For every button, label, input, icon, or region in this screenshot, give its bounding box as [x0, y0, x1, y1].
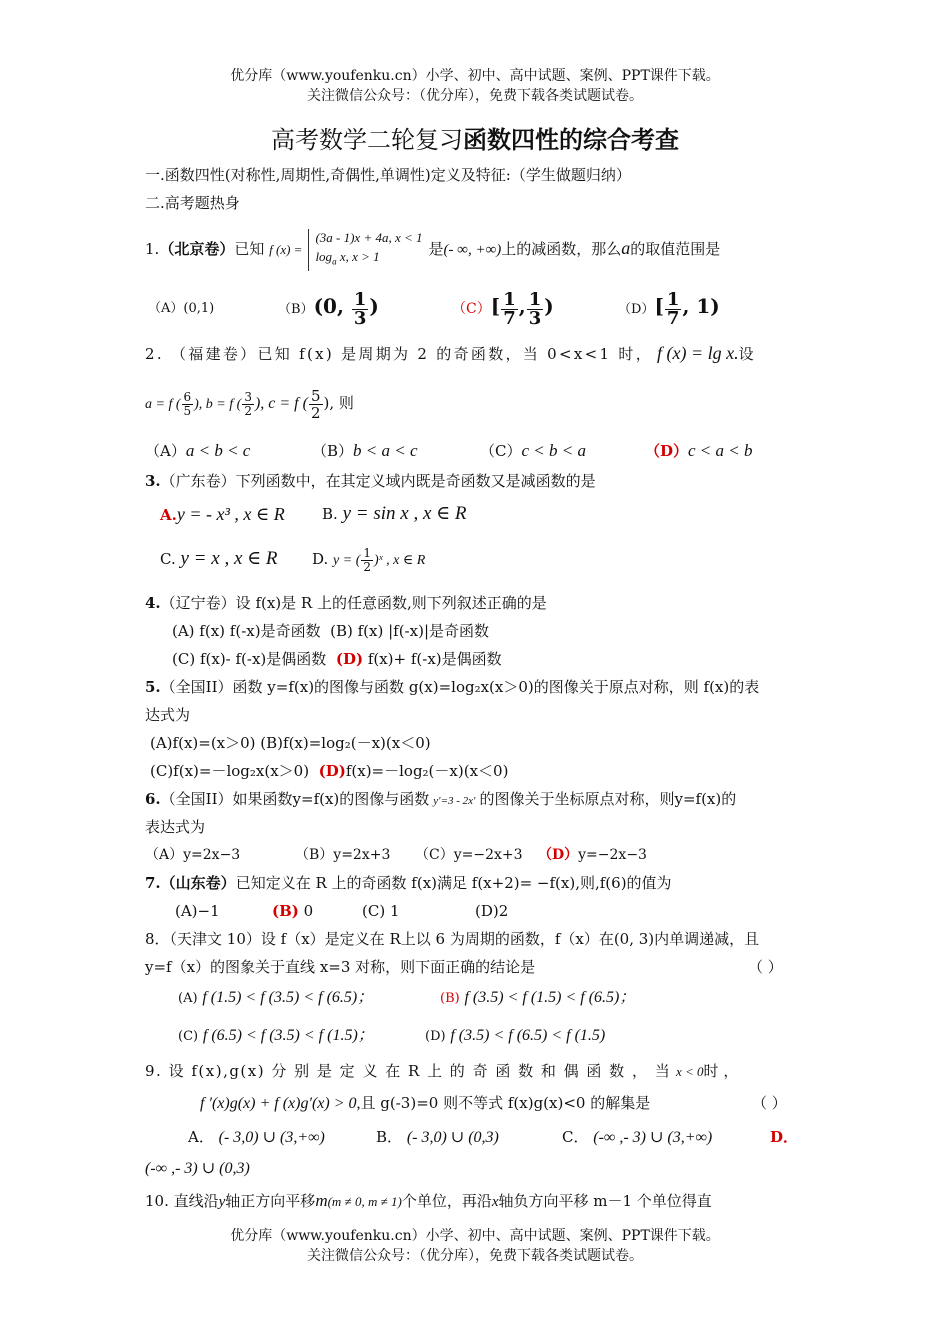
q1-piecewise: (3a - 1)x + 4a, x < 1 $\log_a x$, x > 1: [308, 229, 422, 271]
section-2: 二.高考题热身: [145, 194, 240, 212]
question-6: 6.（全国II）如果函数y=f(x)的图像与函数 y′=3 - 2x′ 的图像关于坐标原点对称，则y=f(x)的: [145, 790, 737, 808]
q4-options-ab: (A) f(x) f(-x)是奇函数 (B) f(x) |f(-x)|是奇函数: [172, 622, 489, 640]
question-2-line-1: 2. （福建卷）已知 f(x) 是周期为 2 的奇函数，当 0<x<1 时， f (x) = lg x.设: [145, 343, 754, 363]
question-5-line-2: 达式为: [145, 706, 191, 724]
footer-line-1: 优分库（www.youfenku.cn）小学、初中、高中试题、案例、PPT课件下载。: [230, 1228, 720, 1244]
question-8-line-2: y=f（x）的图象关于直线 x=3 对称，则下面正确的结论是: [145, 958, 536, 976]
question-7: 7.（山东卷）已知定义在 R 上的奇函数 f(x)满足 f(x+2)= −f(x),则,f(6)的值为: [145, 874, 672, 892]
question-9: 9. 设 f(x),g(x) 分 别 是 定 义 在 R 上 的 奇 函 数 和 偶 函 数 ， 当 x < 0时 ，: [145, 1062, 739, 1080]
q9-answer-paren: （ ）: [752, 1094, 787, 1112]
q2-option-d: （D）c < a < b: [645, 441, 753, 460]
q8-option-b: (B) f (3.5) < f (1.5) < f (6.5)；: [440, 989, 636, 1006]
q3-option-b: B. y = sin x , x ∈ R: [322, 503, 467, 524]
q6-option-b: （B）y=2x+3: [295, 847, 391, 863]
q8-option-d: (D) f (3.5) < f (6.5) < f (1.5): [425, 1027, 606, 1044]
question-1: 1.（北京卷）已知 f (x) =(3a - 1)x + 4a, x < 1 $\log_a x$, x > 1 是(- ∞, +∞)上的减函数，那么a的取值范围是: [145, 226, 720, 272]
question-10: 10. 直线沿y轴正方向平移m(m ≠ 0, m ≠ 1)个单位，再沿x轴负方向平移 m－1 个单位得直: [145, 1191, 712, 1210]
question-3: 3.（广东卷）下列函数中，在其定义域内既是奇函数又是减函数的是: [145, 472, 596, 490]
q1-option-b: （B）(0, $\frac{1}{3}$ ): [278, 288, 379, 329]
q9-option-d-label: [770, 1126, 798, 1148]
q3-option-d: D. y = ( $\frac{1}{2}$ )ˣ , x ∈ R: [312, 545, 426, 574]
q7-option-a: (A)−1: [175, 902, 220, 920]
q8-option-a: (A) f (1.5) < f (3.5) < f (6.5)；: [178, 989, 374, 1006]
q1-option-c: （C）[ $\frac{1}{7}$ , $\frac{1}{3}$ ): [452, 288, 554, 329]
q5-options-ab: (A)f(x)=(x＞0) (B)f(x)=log₂(－x)(x＜0): [150, 734, 431, 752]
q7-option-c: (C) 1: [362, 902, 400, 920]
page-title: [0, 120, 950, 155]
q7-correct-mark: (B): [272, 902, 299, 920]
q2-option-a: （A）a < b < c: [145, 441, 251, 460]
question-9-line-2: f ′(x)g(x) + f (x)g′(x) > 0,且 g(-3)=0 则不等式 f(x)g(x)<0 的解集是: [200, 1094, 651, 1112]
q6-correct-mark: （D）: [538, 847, 579, 863]
q5-options-cd: (C)f(x)=－log₂x(x＞0) (D)f(x)=－log₂(－x)(x＜0): [150, 762, 509, 780]
title-normal: 高考数学二轮复习: [271, 126, 463, 154]
footer-line-2: 关注微信公众号：（优分库），免费下载各类试题试卷。: [307, 1248, 643, 1264]
q8-answer-paren: （ ）: [748, 958, 783, 976]
q3-option-c: C. y = x , x ∈ R: [160, 548, 278, 569]
q1-option-d: （D）[ $\frac{1}{7}$ , 1): [618, 288, 720, 329]
q6-option-c: （C）y=−2x+3: [415, 847, 523, 863]
q9-option-a: A． (- 3,0) ∪ (3,+∞): [188, 1128, 325, 1146]
q2-option-c: （C）c < b < a: [480, 441, 586, 460]
q7-option-d: (D)2: [475, 902, 509, 920]
title-bold: 函数四性的综合考查: [463, 126, 679, 154]
q9-correct-mark: D．: [770, 1128, 799, 1146]
q8-correct-mark: (B): [440, 991, 460, 1006]
q4-options-cd: (C) f(x)- f(-x)是偶函数 (D) f(x)+ f(-x)是偶函数: [172, 650, 502, 668]
q5-correct-mark: (D): [318, 762, 346, 780]
q9-option-b: B． (- 3,0) ∪ (0,3): [376, 1128, 499, 1146]
q6-option-d: （D）y=−2x−3: [538, 847, 647, 863]
q3-correct-mark: A.: [160, 506, 177, 524]
q1-correct-mark: （C）: [452, 301, 491, 317]
q8-option-c: (C) f (6.5) < f (3.5) < f (1.5)；: [178, 1027, 374, 1044]
q2-correct-mark: （D）: [645, 442, 689, 460]
q6-option-a: （A）y=2x−3: [145, 847, 241, 863]
question-8: 8．（天津文 10）设 f（x）是定义在 R上以 6 为周期的函数，f（x）在(0, 3)内单调递减，且: [145, 930, 760, 948]
header-line-2: 关注微信公众号：（优分库），免费下载各类试题试卷。: [307, 88, 643, 104]
question-4: 4.（辽宁卷）设 f(x)是 R 上的任意函数,则下列叙述正确的是: [145, 594, 547, 612]
q9-option-d: (-∞ ,- 3) ∪ (0,3): [145, 1160, 250, 1177]
q9-option-c: C． (-∞ ,- 3) ∪ (3,+∞): [562, 1128, 713, 1146]
q4-correct-mark: (D): [335, 650, 364, 668]
q2-option-b: （B）b < a < c: [312, 441, 418, 460]
question-5: 5.（全国II）函数 y=f(x)的图像与函数 g(x)=log₂x(x＞0)的图像关于原点对称，则 f(x)的表: [145, 678, 760, 696]
question-6-line-2: 表达式为: [145, 818, 206, 836]
q1-option-a: （A）(0,1): [148, 301, 215, 316]
q1-fx: f (x) =: [269, 242, 303, 257]
section-1: 一.函数四性(对称性,周期性,奇偶性,单调性)定义及特征:（学生做题归纳）: [145, 166, 631, 184]
q3-option-a: A.y = - x³ , x ∈ R: [160, 504, 285, 524]
q1-source: （北京卷）: [159, 240, 235, 258]
question-2-line-2: a = f ( $\frac{6}{5}$ ), b = f ( $\frac{3}{2}$ ), c = f ( $\frac{5}{2}$ ), 则: [145, 386, 354, 422]
header-line-1: 优分库（www.youfenku.cn）小学、初中、高中试题、案例、PPT课件下载。: [230, 68, 720, 84]
q7-option-b: (B) 0: [272, 902, 314, 920]
